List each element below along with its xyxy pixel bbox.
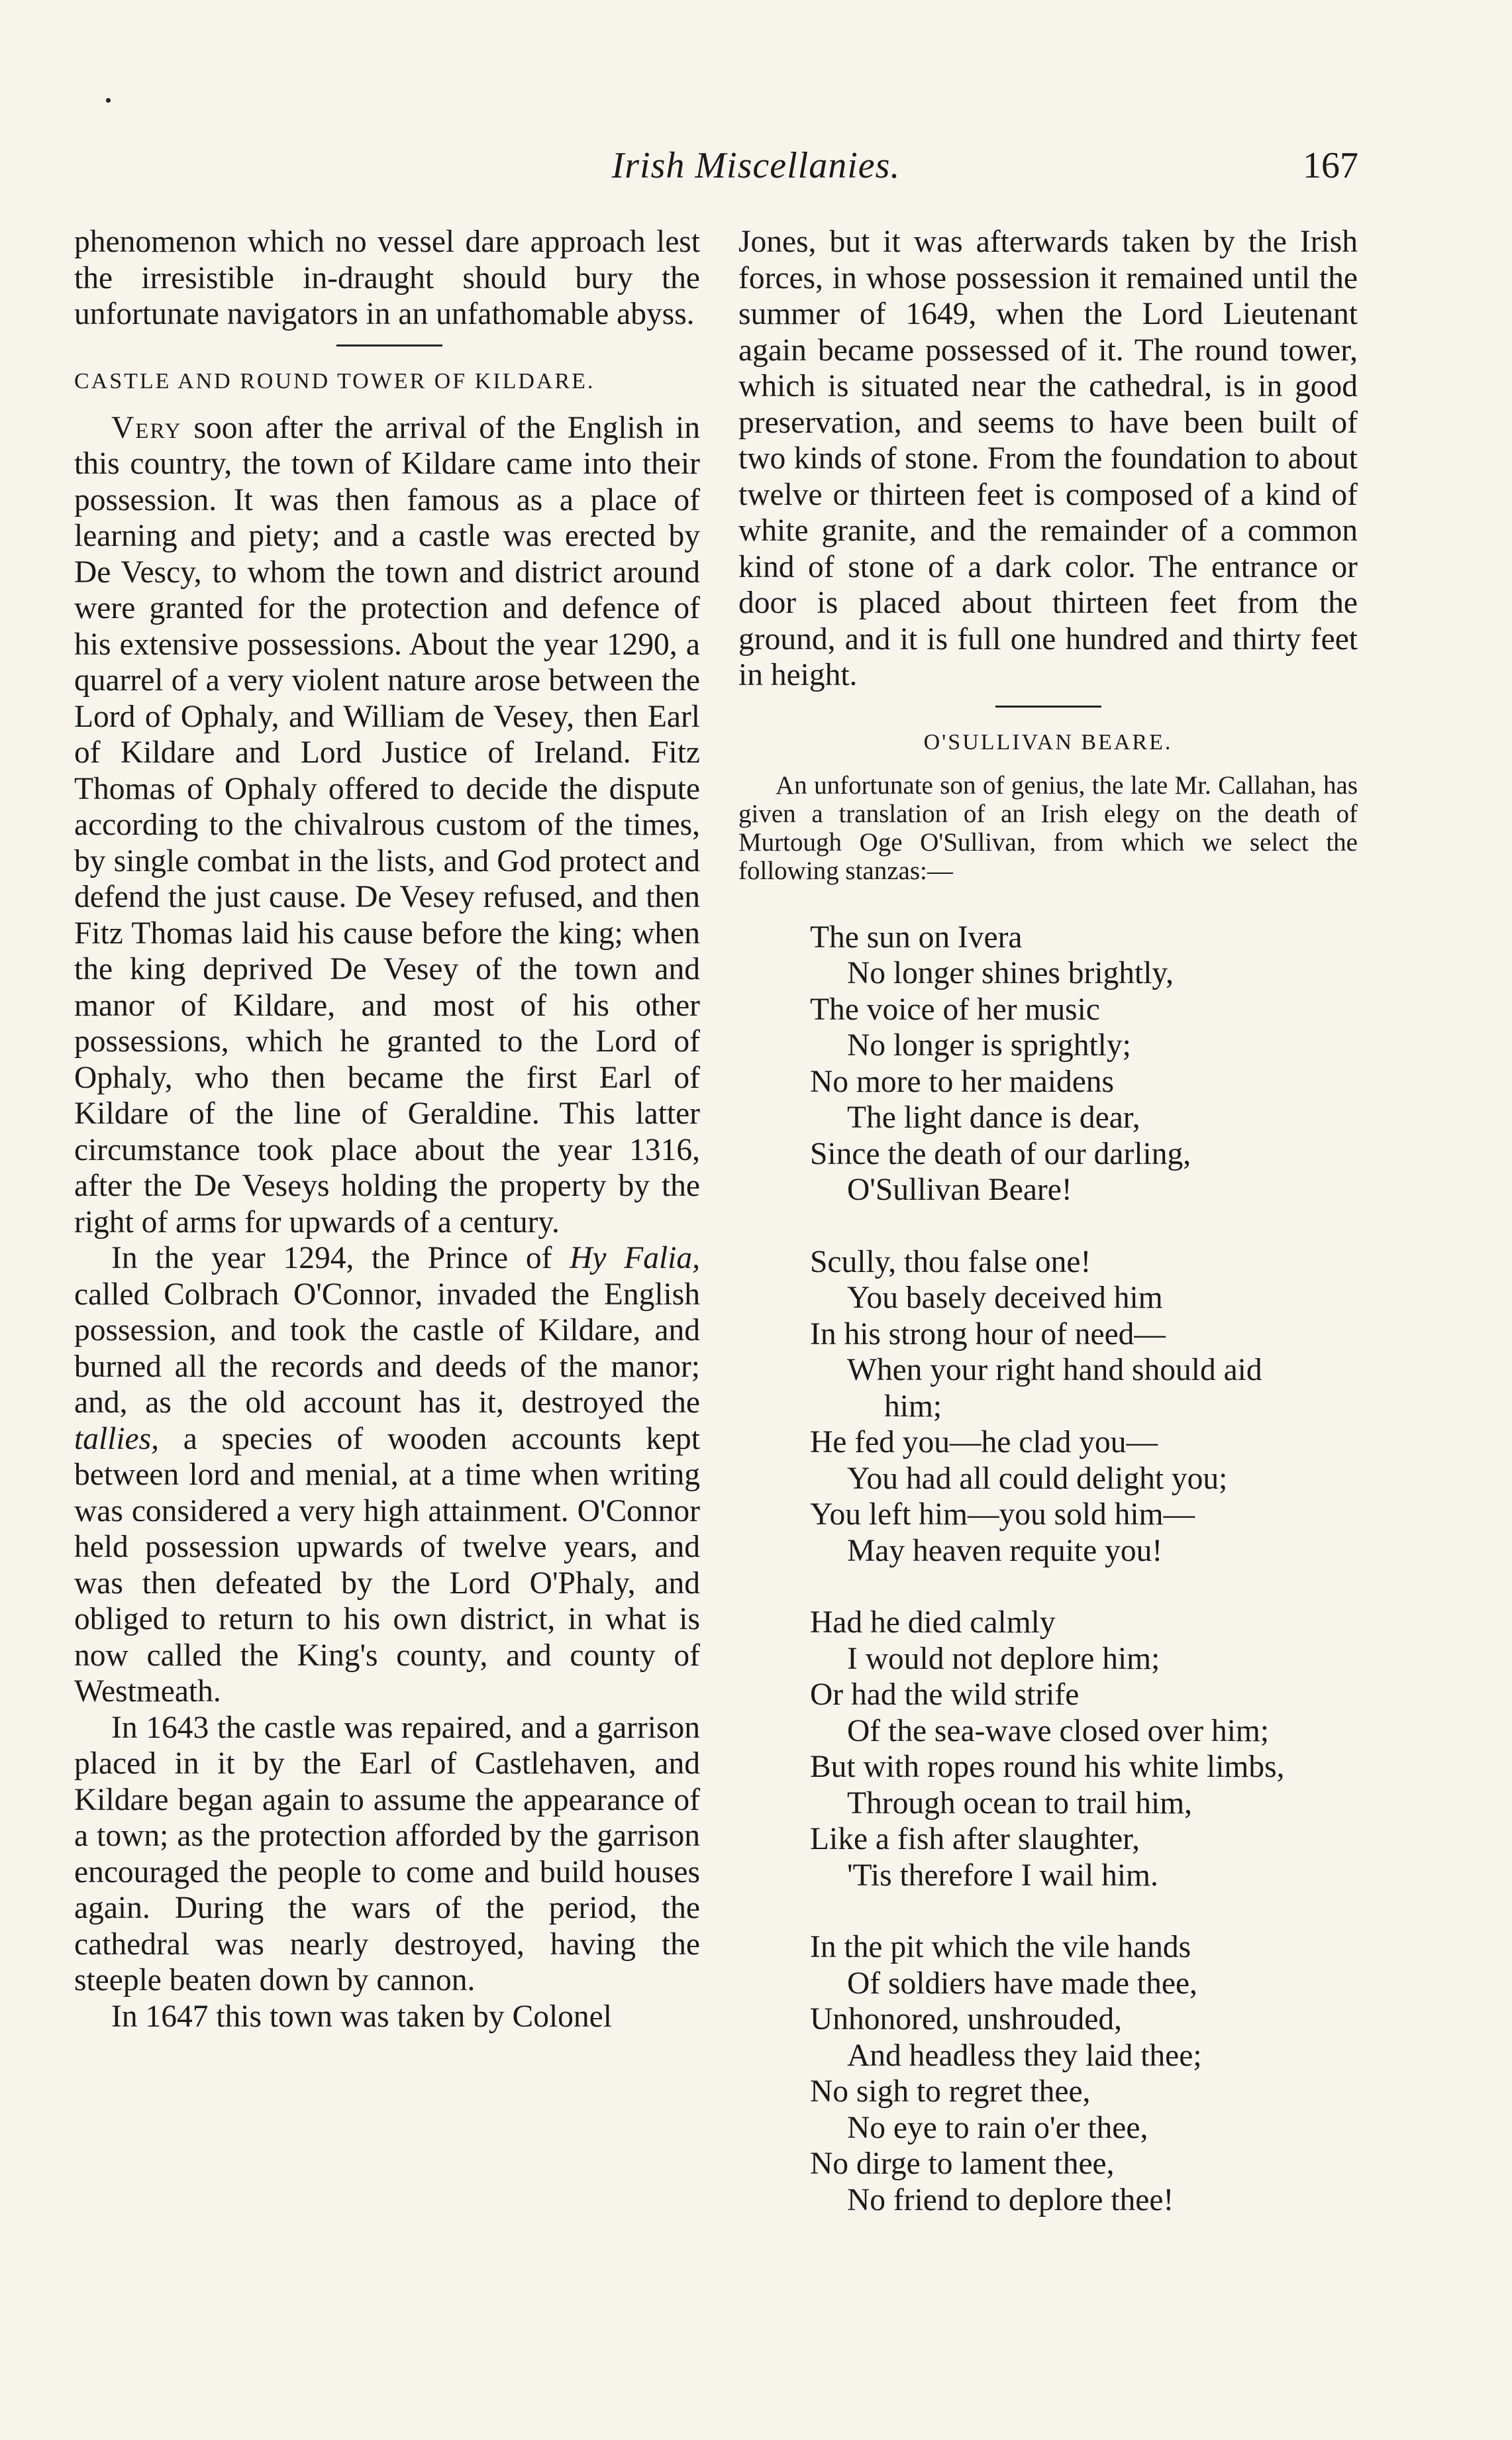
stanza-1 — [810, 920, 1358, 1208]
poem-line: No sigh to regret thee, — [810, 2074, 1091, 2109]
poem-line: You basely deceived him — [847, 1281, 1163, 1315]
right-column — [738, 224, 1358, 2254]
poem-introduction: An unfortunate son of genius, the late Mr. Callahan, has given a translation of an Irish elegy on the death of Murtough Oge O'Sullivan, from which we select the following stanzas:— — [738, 770, 1358, 885]
poem-line: Or had the wild strife — [810, 1677, 1080, 1712]
poem-line: No longer is sprightly; — [847, 1028, 1131, 1063]
paragraph-kildare-4: In 1647 this town was taken by Colonel — [111, 1999, 612, 2034]
poem-line: him; — [884, 1389, 942, 1424]
stanza-2 — [810, 1244, 1358, 1569]
poem-line: The sun on Ivera — [810, 920, 1023, 955]
poem-line: He fed you—he clad you— — [810, 1425, 1158, 1459]
poem-line: The light dance is dear, — [847, 1100, 1140, 1135]
poem-line: Scully, thou false one! — [810, 1244, 1091, 1279]
poem-line: Of soldiers have made thee, — [847, 1966, 1197, 2001]
poem-line: No longer shines brightly, — [847, 956, 1174, 990]
poem-line: Unhonored, unshrouded, — [810, 2002, 1122, 2037]
page-number: 167 — [1303, 145, 1358, 186]
poem-line: In his strong hour of need— — [810, 1316, 1166, 1352]
italic-place-name: Hy Falia, — [570, 1241, 701, 1275]
poem-line: But with ropes round his white limbs, — [810, 1750, 1285, 1784]
paragraph-text: called Colbrach O'Connor, invaded the English possession, and took the castle of Kildare, and burned all the records and deeds of the manor; and, as the old account has it, destroyed the — [74, 1277, 700, 1420]
italic-term: tallies, — [74, 1421, 159, 1456]
poem-line: And headless they laid thee; — [847, 2038, 1202, 2073]
left-column — [74, 224, 700, 2035]
poem-line: I would not deplore him; — [847, 1641, 1160, 1676]
poem-line: Since the death of our darling, — [810, 1136, 1191, 1171]
paragraph-kildare-3: In 1643 the castle was repaired, and a garrison placed in it by the Earl of Castlehaven, and Kildare began again to assume the appearance of a town; as the protection afforded by the garrison encouraged the people to come and build houses again. During the wars of the period, the cathedral was nearly destroyed, having the steeple beaten down by cannon. — [74, 1710, 700, 1997]
poem-line: O'Sullivan Beare! — [847, 1173, 1072, 1207]
section-divider — [995, 706, 1101, 708]
poem-line: No more to her maidens — [810, 1064, 1115, 1099]
stanza-3 — [810, 1605, 1358, 1893]
paragraph-text: In the year 1294, the Prince of — [111, 1241, 570, 1275]
section-divider — [336, 345, 442, 346]
paragraph-continued: phenomenon which no vessel dare approach lest the irresistible in-draught should bury the unfortunate navigators in an unfathomable abyss. — [74, 225, 700, 331]
poem-line: No friend to deplore thee! — [847, 2182, 1174, 2217]
paragraph-kildare-2 — [74, 1240, 700, 1710]
poem-line: Like a fish after slaughter, — [810, 1822, 1140, 1856]
poem-line: Through ocean to trail him, — [847, 1785, 1193, 1821]
poem-line: No eye to rain o'er thee, — [847, 2110, 1148, 2145]
poem-line: The voice of her music — [810, 992, 1100, 1027]
paragraph-round-tower: Jones, but it was afterwards taken by the Irish forces, in whose possession it remained until the summer of 1649, when the Lord Lieutenant again became possessed of it. The round tower, which is situated near the cathedral, is in good preservation, and seems to have been built of two kinds of stone. From the foundation to about twelve or thirteen feet is composed of a kind of white granite, and the remainder of a common kind of stone of a dark color. The entrance or door is placed about thirteen feet from the ground, and it is full one hundred and thirty feet in height. — [738, 225, 1358, 692]
poem — [810, 920, 1358, 2219]
section-heading-kildare: CASTLE AND ROUND TOWER OF KILDARE. — [74, 368, 595, 394]
poem-line: Of the sea-wave closed over him; — [847, 1713, 1270, 1748]
section-heading-osullivan: O'SULLIVAN BEARE. — [923, 729, 1173, 755]
poem-line: May heaven requite you! — [847, 1533, 1163, 1568]
running-title: Irish Miscellanies. — [611, 145, 901, 186]
poem-line: You left him—you sold him— — [810, 1497, 1195, 1532]
poem-line: In the pit which the vile hands — [810, 1930, 1191, 1964]
poem-line: 'Tis therefore I wail him. — [847, 1858, 1158, 1893]
lead-word: Very — [111, 410, 182, 445]
paragraph-text: a species of wooden accounts kept between lord and menial, at a time when writing was considered a very high attainment. O'Connor held possession upwards of twelve years, and was then defeated by the Lord O'Phaly, and obliged to return to his own district, in what is now called the King's county, and county of Westmeath. — [74, 1421, 700, 1709]
poem-line: You had all could delight you; — [847, 1461, 1228, 1496]
poem-line: When your right hand should aid — [847, 1353, 1262, 1387]
stray-mark — [106, 98, 111, 103]
paragraph-text: soon after the arrival of the English in this country, the town of Kildare came into their possession. It was then famous as a place of learning and piety; and a castle was erected by De Vescy, to whom the town and district around were granted for the protection and defence of his extensive possessions. About the year 1290, a quarrel of a very violent nature arose between the Lord of Ophaly, and William de Vesey, then Earl of Kildare and Lord Justice of Ireland. Fitz Thomas of Ophaly offered to decide the dispute according to the chivalrous custom of the times, by single combat in the lists, and God protect and defend the just cause. De Vesey refused, and then Fitz Thomas laid his cause before the king; when the king deprived De Vesey of the town and manor of Kildare, and most of his other possessions, which he granted to the Lord of Ophaly, who then became the first Earl of Kildare of the line of Geraldine. This latter circumstance took place about the year 1316, after the De Veseys holding the property by the right of arms for upwards of a century. — [74, 410, 700, 1240]
paragraph-kildare-1 — [74, 410, 700, 1241]
stanza-4 — [810, 1929, 1358, 2218]
poem-line: No dirge to lament thee, — [810, 2147, 1115, 2181]
poem-line: Had he died calmly — [810, 1605, 1056, 1640]
